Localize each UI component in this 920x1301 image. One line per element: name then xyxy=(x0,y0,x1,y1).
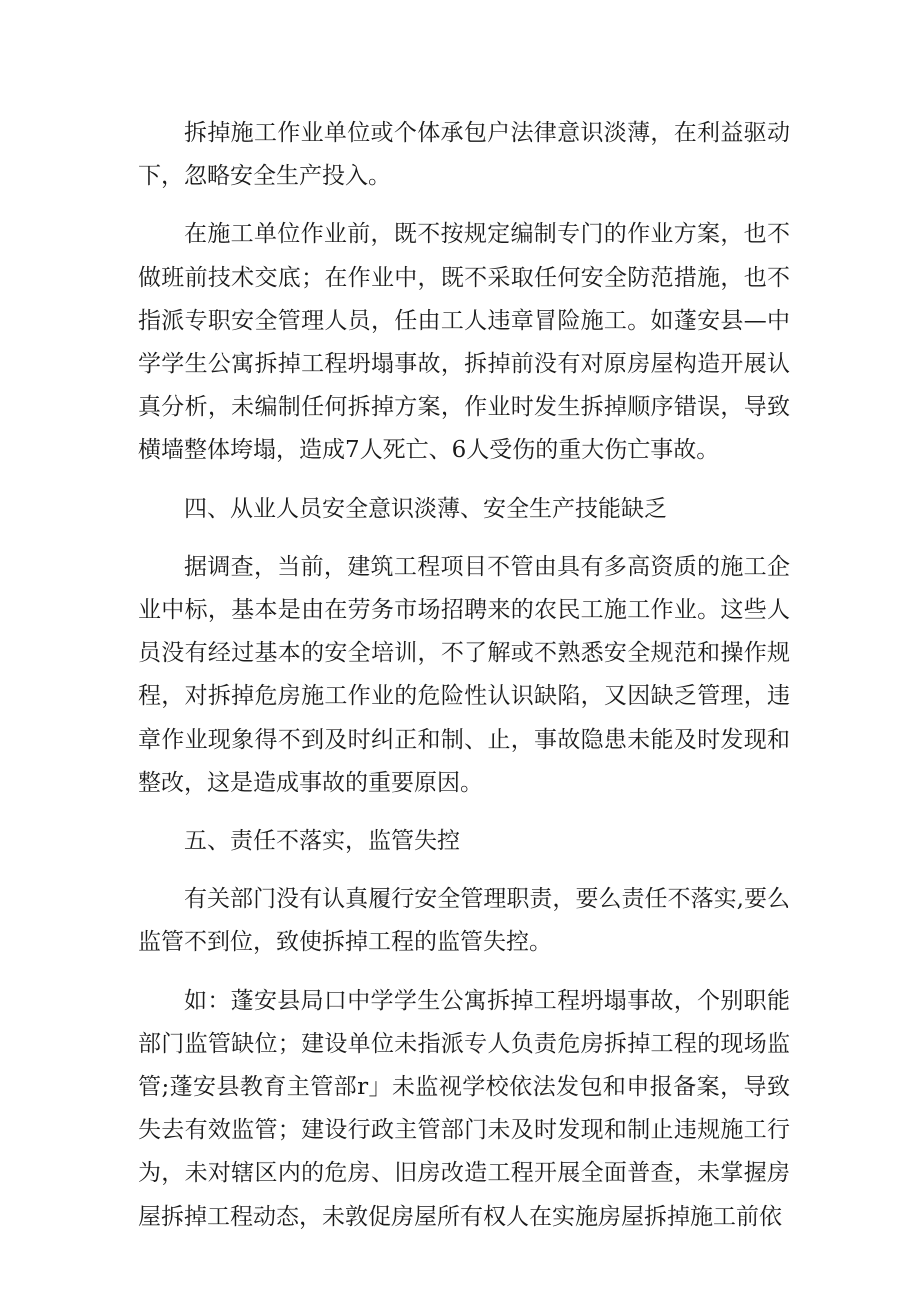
paragraph-supervision-failure: 有关部门没有认真履行安全管理职责，要么责任不落实,要么监管不到位，致使拆掉工程的监管失控。 xyxy=(138,886,790,956)
section-heading-four: 四、从业人员安全意识淡薄、安全生产技能缺乏 xyxy=(184,495,667,522)
paragraph-worker-training: 据调查，当前，建筑工程项目不管由具有多高资质的施工企业中标，基本是由在劳务市场招聘来的农民工施工作业。这些人员没有经过基本的安全培训，不了解或不熟悉安全规范和操作规程，对拆掉危房施工作业的危险性认识缺陷，又因缺乏管理，违章作业现象得不到及时纠正和制、止，事故隐患未能及时发现和整改，这是造成事故的重要原因。 xyxy=(138,553,790,796)
paragraph-legal-awareness: 拆掉施工作业单位或个体承包户法律意识淡薄，在利益驱动下，忽略安全生产投入。 xyxy=(138,120,790,190)
document-body xyxy=(138,112,790,1254)
section-heading-five: 五、责任不落实，监管失控 xyxy=(184,828,460,855)
paragraph-example-case: 如：蓬安县局口中学学生公寓拆掉工程坍塌事故，个别职能部门监管缺位；建设单位未指派专人负责危房拆掉工程的现场监管;蓬安县教育主管部r」未监视学校依法发包和申报备案，导致失去有效监管；建设行政主管部门未及时发现和制止违规施工行为，未对辖区内的危房、旧房改造工程开展全面普查，未掌握房屋拆掉工程动态，未敦促房屋所有权人在实施房屋拆掉施工前依 xyxy=(138,987,790,1230)
paragraph-no-construction-plan: 在施工单位作业前，既不按规定编制专门的作业方案，也不做班前技术交底；在作业中，既不采取任何安全防范措施，也不指派专职安全管理人员，任由工人违章冒险施工。如蓬安县—中学学生公寓拆掉工程坍塌事故，拆掉前没有对原房屋构造开展认真分析，未编制任何拆掉方案，作业时发生拆掉顺序错误，导致横墙整体垮塌，造成7人死亡、6人受伤的重大伤亡事故。 xyxy=(138,221,790,464)
